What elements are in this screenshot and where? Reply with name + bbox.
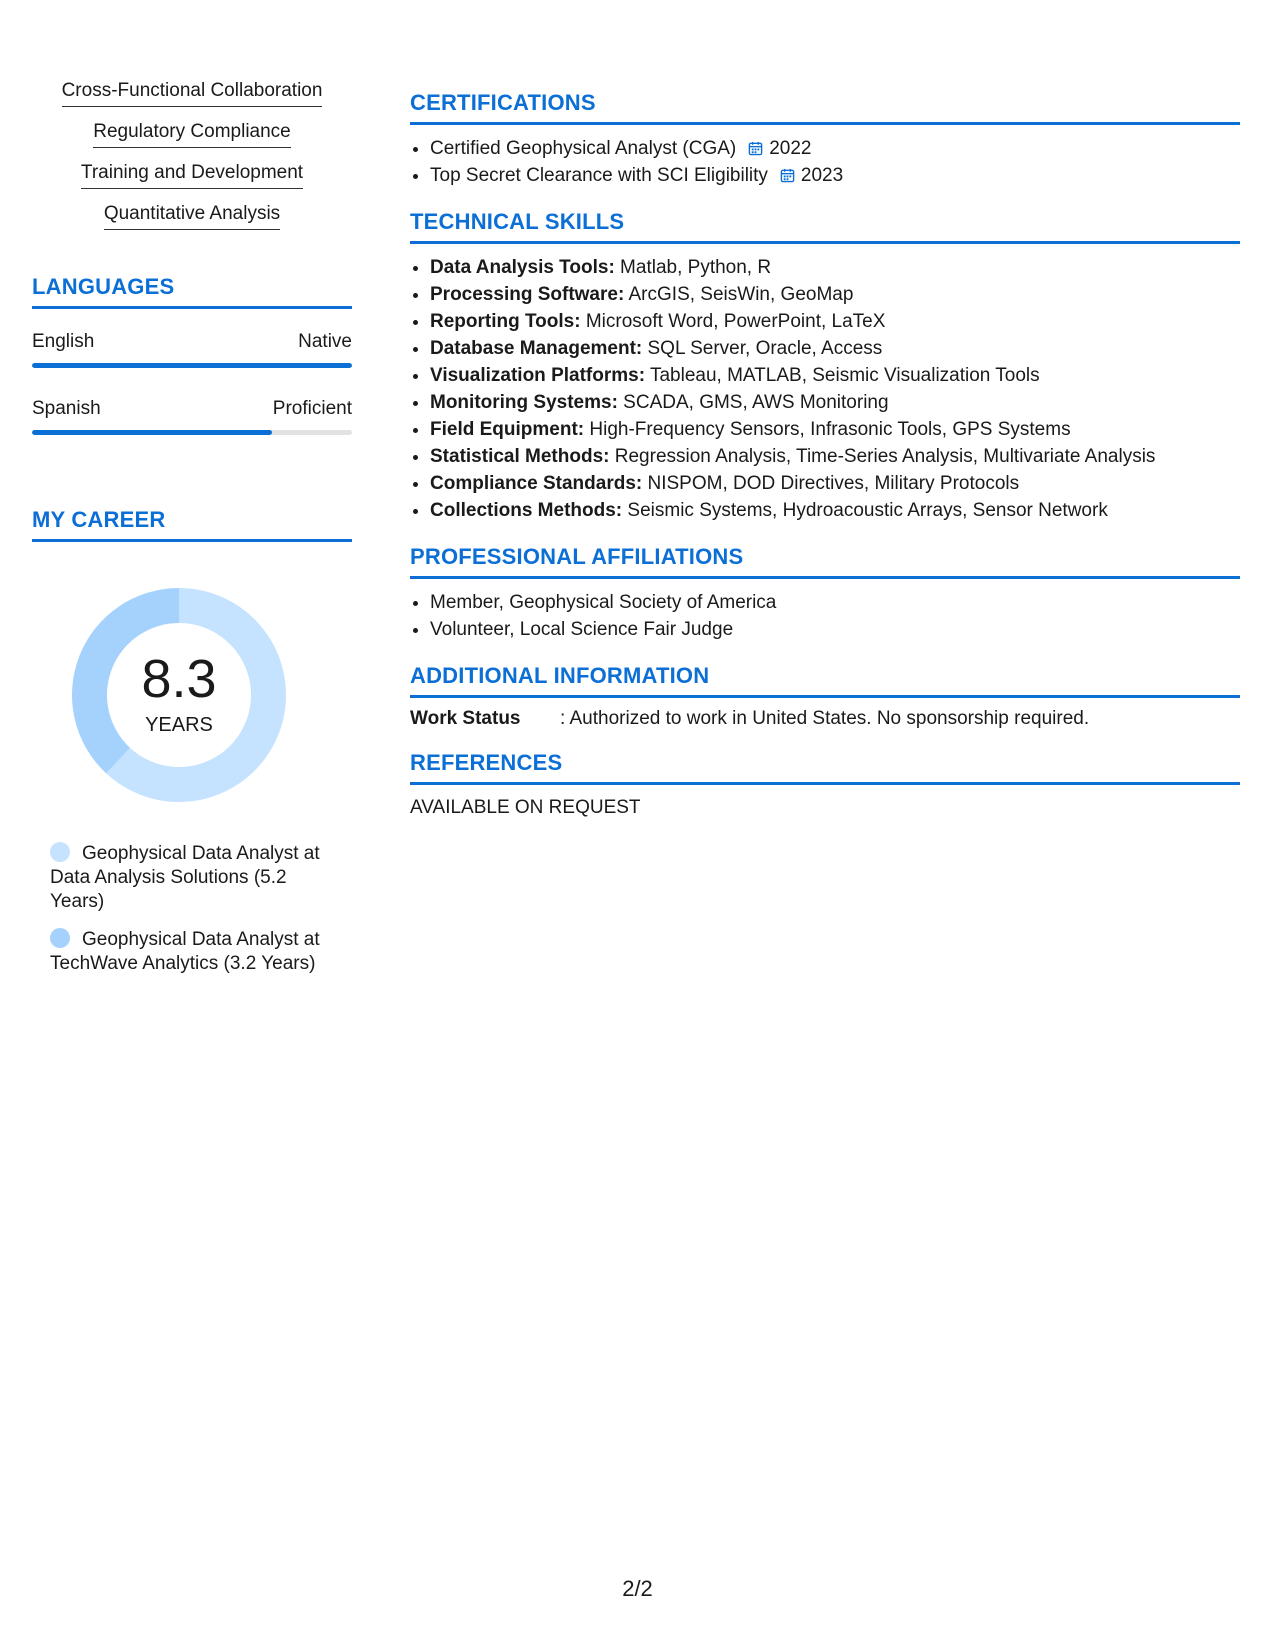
- technical-skill-item: • Processing Software: ArcGIS, SeisWin, GeoMap: [430, 281, 1240, 308]
- affiliations-list: [410, 589, 1240, 643]
- language-level-bar: [32, 363, 352, 368]
- technical-skills-section: [410, 209, 1240, 524]
- technical-skills-heading: TECHNICAL SKILLS: [410, 209, 1240, 244]
- page-number: 2/2: [622, 1576, 653, 1601]
- technical-skills-list: [410, 254, 1240, 524]
- skill-tags: [32, 80, 352, 230]
- calendar-icon: [748, 141, 763, 156]
- technical-skill-item: • Statistical Methods: Regression Analysis, Time-Series Analysis, Multivariate Analysis: [430, 443, 1240, 470]
- language-name: Spanish: [32, 398, 101, 419]
- language-level-fill: [32, 430, 272, 435]
- career-legend: [50, 842, 330, 976]
- career-legend-item: Geophysical Data Analyst at TechWave Analytics (3.2 Years): [50, 929, 320, 974]
- language-level: Native: [298, 331, 352, 352]
- work-status-label: Work Status: [410, 708, 521, 729]
- language-spanish: [32, 398, 352, 435]
- skill-tag: Regulatory Compliance: [32, 121, 352, 148]
- language-english: [32, 331, 352, 368]
- career-heading: MY CAREER: [32, 507, 352, 542]
- additional-info-heading: ADDITIONAL INFORMATION: [410, 663, 1240, 698]
- certifications-section: [410, 90, 1240, 189]
- technical-skill-item: • Monitoring Systems: SCADA, GMS, AWS Monitoring: [430, 389, 1240, 416]
- language-level: Proficient: [272, 398, 352, 419]
- affiliations-section: [410, 544, 1240, 643]
- certification-item: • Certified Geophysical Analyst (CGA) 2022: [430, 135, 1240, 162]
- skill-tag: Quantitative Analysis: [32, 203, 352, 230]
- certification-item: • Top Secret Clearance with SCI Eligibility 2023: [430, 162, 1240, 189]
- language-level-fill: [32, 363, 352, 368]
- legend-dot-icon: [50, 928, 70, 948]
- certifications-list: [410, 135, 1240, 189]
- work-status-row: [410, 708, 1240, 730]
- technical-skill-item: • Collections Methods: Seismic Systems, Hydroacoustic Arrays, Sensor Network: [430, 497, 1240, 524]
- affiliation-item: • Volunteer, Local Science Fair Judge: [430, 616, 1240, 643]
- technical-skill-item: • Visualization Platforms: Tableau, MATLAB, Seismic Visualization Tools: [430, 362, 1240, 389]
- certification-year: 2022: [769, 138, 812, 159]
- additional-info-section: [410, 663, 1240, 730]
- right-column: [410, 90, 1240, 839]
- references-section: [410, 750, 1240, 819]
- languages-heading: LANGUAGES: [32, 274, 352, 309]
- certifications-heading: CERTIFICATIONS: [410, 90, 1240, 125]
- skill-tag: Cross-Functional Collaboration: [32, 80, 352, 107]
- skill-tag: Training and Development: [32, 162, 352, 189]
- affiliations-heading: PROFESSIONAL AFFILIATIONS: [410, 544, 1240, 579]
- career-legend-item: Geophysical Data Analyst at Data Analysis Solutions (5.2 Years): [50, 843, 320, 912]
- left-column: [32, 80, 352, 990]
- career-years-label: YEARS: [145, 714, 213, 736]
- technical-skill-item: • Reporting Tools: Microsoft Word, PowerPoint, LaTeX: [430, 308, 1240, 335]
- language-level-bar: [32, 430, 352, 435]
- legend-dot-icon: [50, 842, 70, 862]
- references-text: AVAILABLE ON REQUEST: [410, 797, 641, 818]
- career-total-years: 8.3: [141, 649, 217, 709]
- certification-year: 2023: [800, 165, 844, 186]
- affiliation-item: • Member, Geophysical Society of America: [430, 589, 1240, 616]
- career-donut-chart: [66, 582, 292, 808]
- technical-skill-item: • Data Analysis Tools: Matlab, Python, R: [430, 254, 1240, 281]
- calendar-icon: [780, 168, 795, 183]
- work-status-value: : Authorized to work in United States. No sponsorship required.: [560, 708, 1090, 729]
- language-name: English: [32, 331, 95, 352]
- technical-skill-item: • Database Management: SQL Server, Oracle, Access: [430, 335, 1240, 362]
- technical-skill-item: • Field Equipment: High-Frequency Sensors, Infrasonic Tools, GPS Systems: [430, 416, 1240, 443]
- references-heading: REFERENCES: [410, 750, 1240, 785]
- technical-skill-item: • Compliance Standards: NISPOM, DOD Directives, Military Protocols: [430, 470, 1240, 497]
